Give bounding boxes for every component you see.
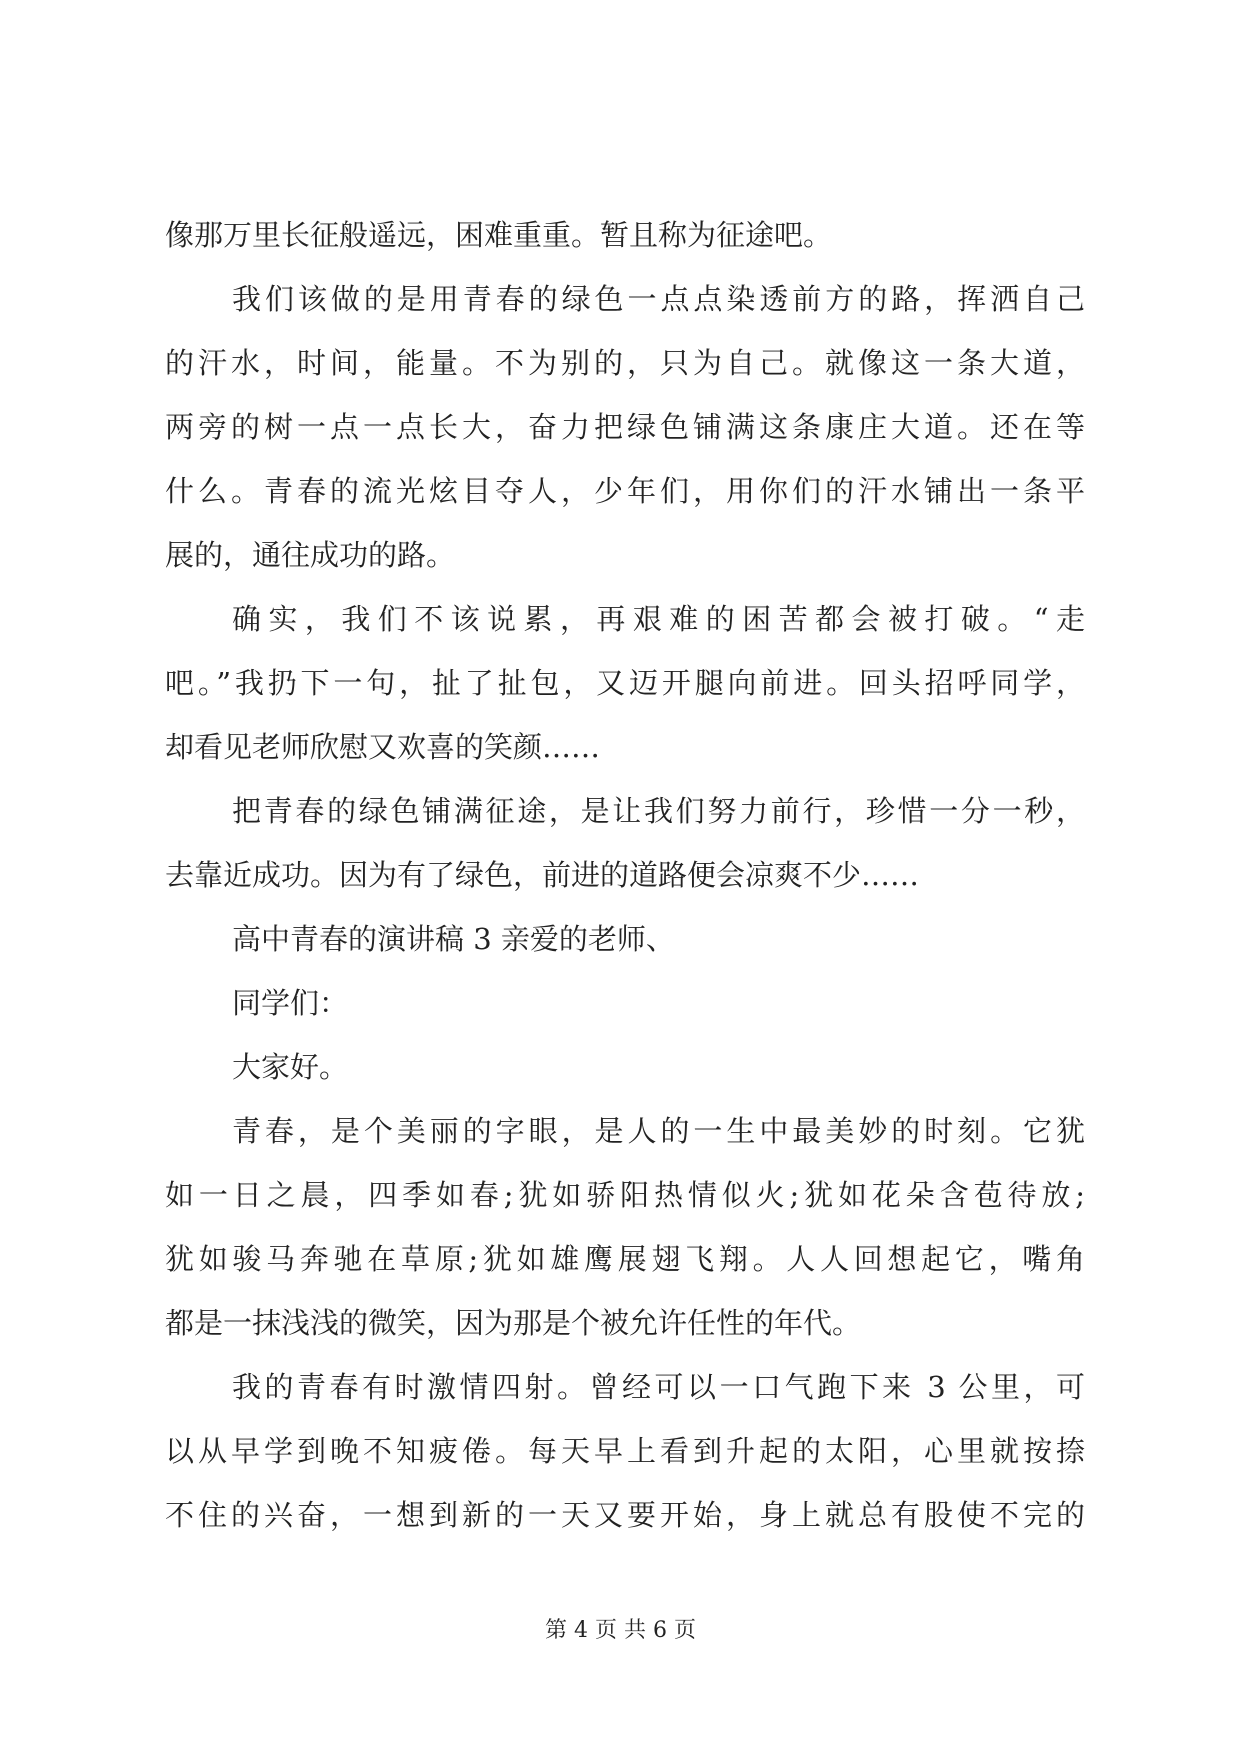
- text-line: 以从早学到晚不知疲倦。每天早上看到升起的太阳，心里就按捺: [165, 1434, 1085, 1468]
- text-line: 高中青春的演讲稿 3 亲爱的老师、: [232, 922, 675, 956]
- text-line: 确实，我们不该说累，再艰难的困苦都会被打破。“走: [232, 602, 1085, 636]
- text-line: 却看见老师欣慰又欢喜的笑颜……: [165, 730, 601, 764]
- text-line: 两旁的树一点一点长大，奋力把绿色铺满这条康庄大道。还在等: [165, 410, 1085, 444]
- text-line: 不住的兴奋，一想到新的一天又要开始，身上就总有股使不完的: [165, 1498, 1085, 1532]
- document-body: [165, 203, 1085, 1547]
- text-line: 把青春的绿色铺满征途，是让我们努力前行，珍惜一分一秒，: [232, 794, 1085, 828]
- text-line: 我们该做的是用青春的绿色一点点染透前方的路，挥洒自己: [232, 282, 1085, 316]
- text-line: 什么。青春的流光炫目夺人，少年们，用你们的汗水铺出一条平: [165, 474, 1085, 508]
- text-line: 我的青春有时激情四射。曾经可以一口气跑下来 3 公里，可: [232, 1370, 1085, 1404]
- text-line: 青春，是个美丽的字眼，是人的一生中最美妙的时刻。它犹: [232, 1114, 1085, 1148]
- page-number-footer: 第 4 页 共 6 页: [545, 1618, 696, 1643]
- text-line: 像那万里长征般遥远，困难重重。暂且称为征途吧。: [165, 218, 833, 252]
- text-line: 展的，通往成功的路。: [165, 538, 456, 572]
- text-line: 大家好。: [232, 1050, 349, 1084]
- text-line: 犹如骏马奔驰在草原;犹如雄鹰展翅飞翔。人人回想起它，嘴角: [165, 1242, 1085, 1276]
- text-line: 如一日之晨，四季如春;犹如骄阳热情似火;犹如花朵含苞待放;: [165, 1178, 1085, 1212]
- text-line: 同学们：: [232, 986, 349, 1020]
- text-line: 都是一抹浅浅的微笑，因为那是个被允许任性的年代。: [165, 1306, 862, 1340]
- text-line: 吧。”我扔下一句，扯了扯包，又迈开腿向前进。回头招呼同学，: [165, 666, 1085, 700]
- text-line: 的汗水，时间，能量。不为别的，只为自己。就像这一条大道，: [165, 346, 1085, 380]
- text-line: 去靠近成功。因为有了绿色，前进的道路便会凉爽不少……: [165, 858, 920, 892]
